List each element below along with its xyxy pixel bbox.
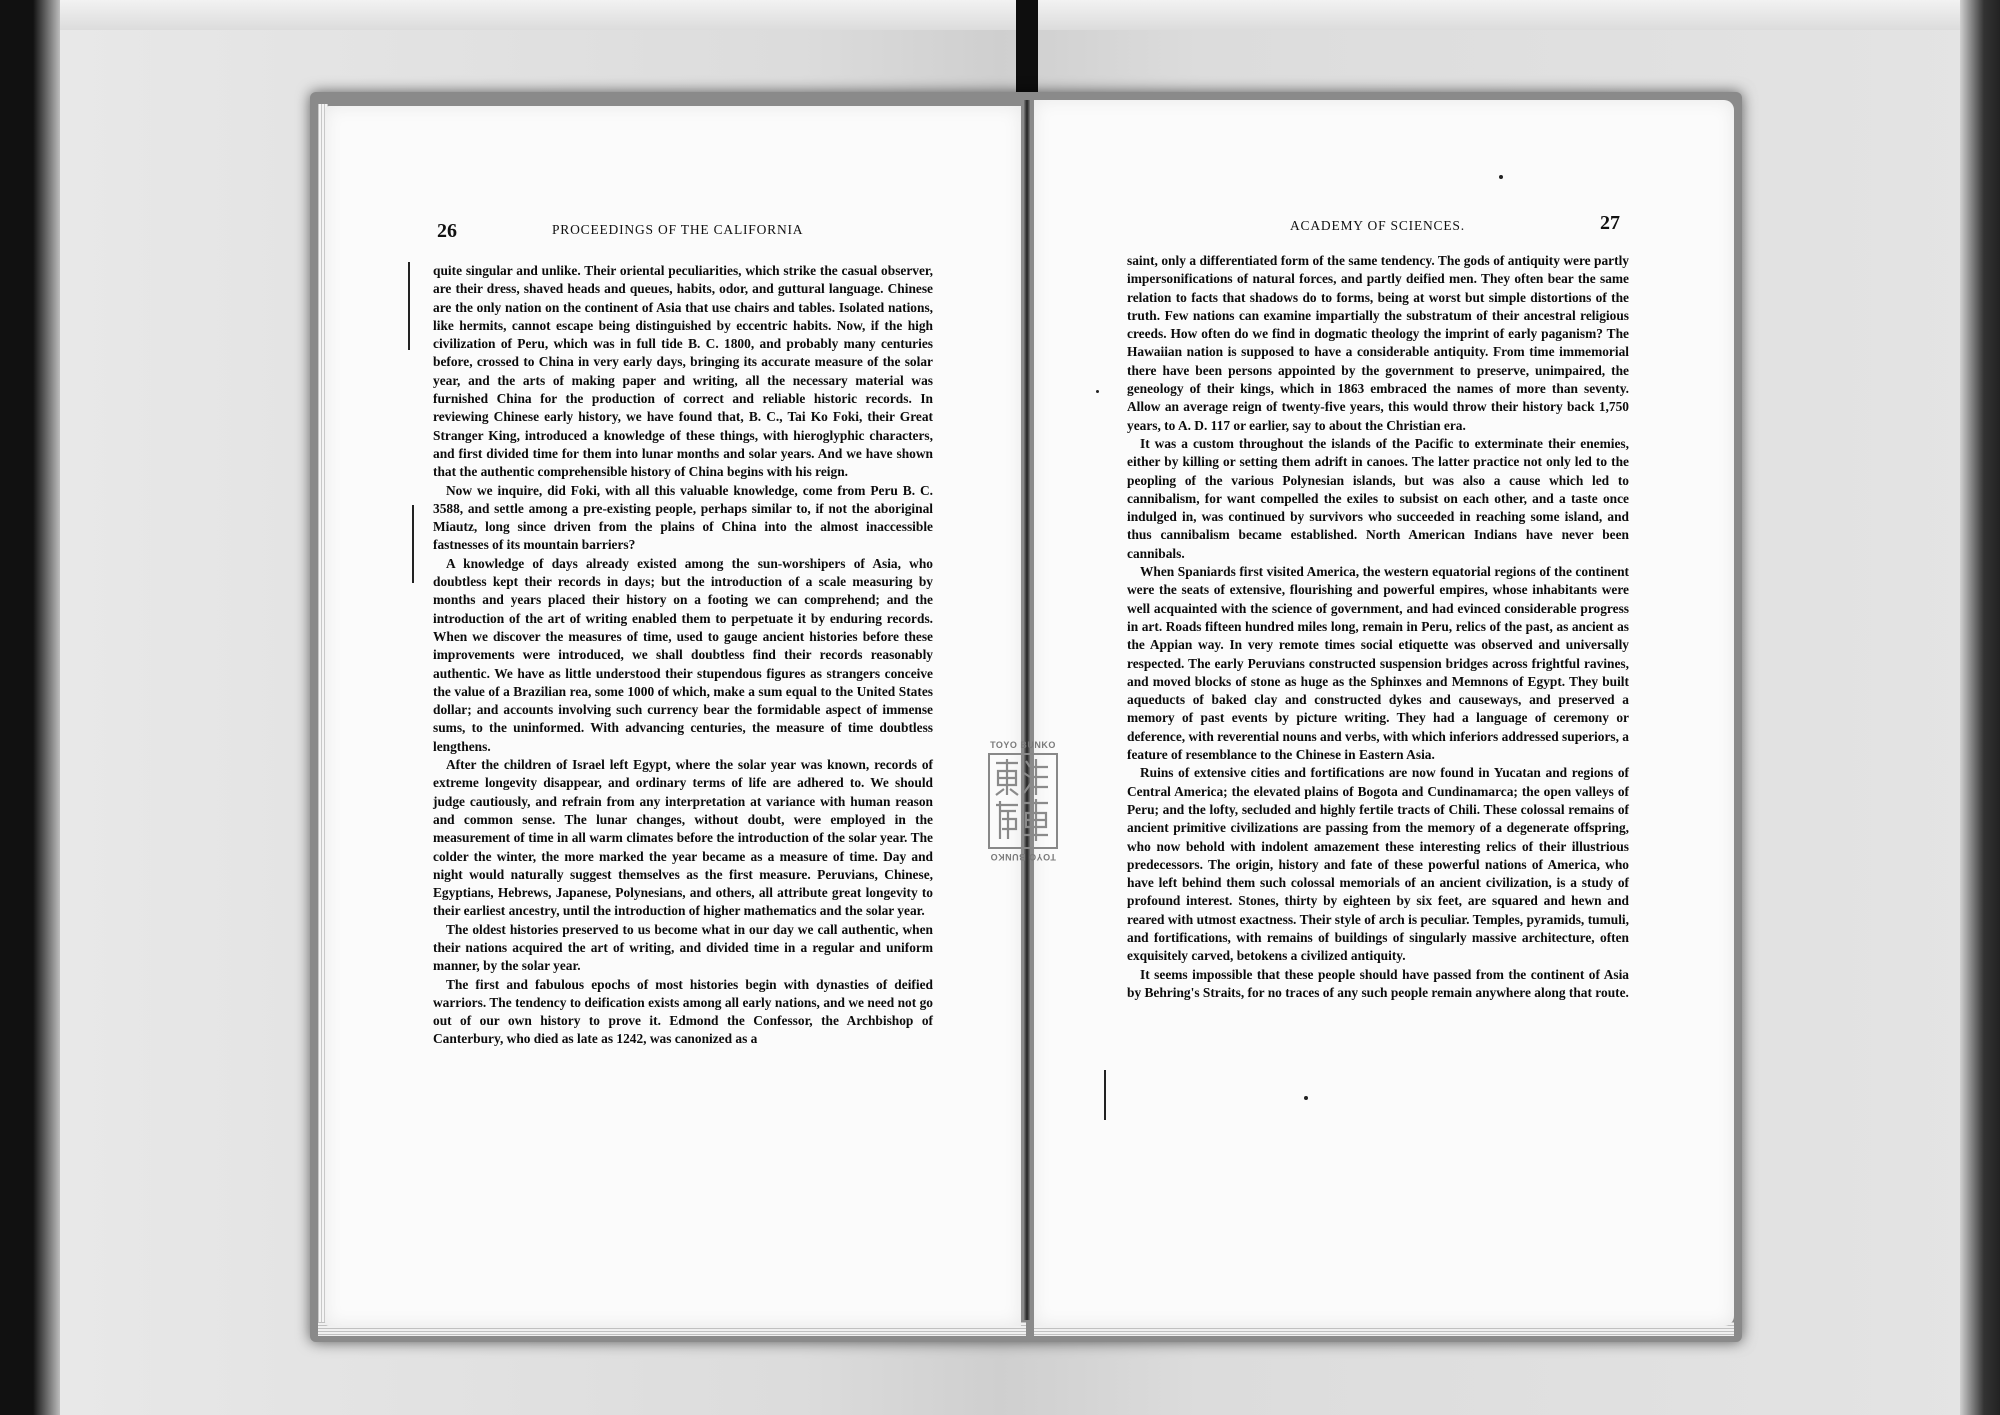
paragraph: saint, only a differentiated form of the same tendency. The gods of antiquity were partly impersonifications of natural forces, and partly deified men. They often bear the same relation to facts that shadows do to forms, being at worst but simple distortions of the truth. Few nations can examine impartially the substratum of their ancestral religious creeds. How often do we find in dogmatic theology the imprint of early paganism? The Hawaiian nation is supposed to have a considerable antiquity. From time immemorial there have been persons appointed by the government to preserve, unimpaired, the geneology of their kings, which in 1863 embraced the names of more than seventy. Allow an average reign of twenty-five years, this would throw their history back 1,750 years, to A. D. 117 or earlier, say to about the Christian era. (1127, 253, 1629, 433)
paragraph: A knowledge of days already existed among the sun-worshipers of Asia, who doubtless kept their records in days; but the introduction of a scale measuring by months and years placed their history on a footing we can comprehend; and the introduction of the art of writing enabled them to perpetuate it by enduring records. When we discover the measures of time, used to gauge ancient histories before these improvements were introduced, we shall doubtless find their records reasonably authentic. We have as little understood their stupendous figures as strangers conceive the value of a Brazilian rea, some 1000 of which, make a sum equal to the United States dollar; and accounts involving such currency bear the formidable aspect of immense sums, to the uninformed. With advancing centuries, the measure of time doubtless lengthens. (433, 555, 933, 754)
margin-mark (412, 505, 414, 583)
scan-dark-edge-right (1960, 0, 2000, 1415)
right-running-head: ACADEMY OF SCIENCES. (1290, 218, 1465, 233)
speck (1304, 1096, 1308, 1100)
scan-dark-edge-left (0, 0, 60, 1415)
right-page-body (1127, 252, 1629, 1002)
left-page-body (433, 262, 933, 1049)
library-stamp (984, 740, 1062, 874)
paragraph: After the children of Israel left Egypt, where the solar year was known, records of extreme longevity disappear, and ordinary terms of life are adhered to. We should judge cautiously, and refrain from any interpretation at variance with human reason and common sense. The lunar changes, without doubt, were employed in the measurement of time in all warm climates before the introduction of the solar year. The colder the winter, the more marked the year became as a measure of time. Day and night would naturally suggest themselves as the first measure. Peruvians, Chinese, Egyptians, Hebrews, Japanese, Polynesians, and others, all attribute great longevity to their earliest ancestry, until the introduction of higher mathematics and the solar year. (433, 757, 933, 919)
right-page-number: 27 (1600, 212, 1620, 234)
speck (1096, 390, 1099, 393)
paragraph: The first and fabulous epochs of most histories begin with dynasties of deified warriors. The tendency to deification exists among all early nations, and we need not go out of our own history to prove it. Edmond the Confessor, the Archbishop of Canterbury, who died as late as 1242, was canonized as a (433, 976, 933, 1047)
left-running-head: PROCEEDINGS OF THE CALIFORNIA (552, 222, 804, 237)
paragraph: Ruins of extensive cities and fortifications are now found in Yucatan and regions of Central America; the elevated plains of Bogota and Cundinamarca; the open valleys of Peru; and the lofty, secluded and highly fertile tracts of Chili. These colossal remains of ancient primitive civilizations are passing from the memory of a degenerate offspring, who now behold with indolent amazement these interesting relics of their illustrious predecessors. The origin, history and fate of these powerful nations of America, who have left behind them such colossal memorials of an ancient civilization, is a study of profound interest. Stones, thirty by eighteen by six feet, are squared and hewn and reared with utmost exactness. Their style of arch is peculiar. Temples, pyramids, tumuli, and fortifications, with remains of buildings of singularly massive architecture, often exquisitely carved, betokens a civilized antiquity. (1127, 765, 1629, 964)
stamp-top-text: TOYO BUNKO (990, 740, 1056, 750)
paragraph: The oldest histories preserved to us become what in our day we call authentic, when their nations acquired the art of writing, and divided time in a regular and uniform manner, by the solar year. (433, 921, 933, 974)
margin-mark (408, 262, 410, 350)
stamp-seal (988, 753, 1058, 849)
book-gutter (1024, 100, 1030, 1320)
paragraph: quite singular and unlike. Their oriental peculiarities, which strike the casual observer, are their dress, shaved heads and queues, habits, odor, and guttural language. Chinese are the only nation on the continent of Asia that use chairs and tables. Isolated nations, like hermits, cannot escape being distinguished by eccentric habits. Now, if the high civilization of Peru, which was in full tide B. C. 1800, and probably many centuries before, crossed to China in very early days, bringing its accurate measure of the solar year, and the arts of making paper and writing, all the necessary material was furnished China for the production of correct and reliable historic records. In reviewing Chinese early history, we have found that, B. C., Tai Ko Foki, their Great Stranger King, introduced a knowledge of these things, with hieroglyphic characters, and first divided time for them into lunar months and solar years. And we have shown that the authentic comprehensible history of China begins with his reign. (433, 263, 933, 480)
seal-glyphs-icon (990, 755, 1052, 843)
stamp-bottom-text: TOYO BUNKO (990, 852, 1056, 862)
paragraph: When Spaniards first visited America, the western equatorial regions of the continent were the seats of extensive, flourishing and powerful empires, whose inhabitants were well acquainted with the science of government, and had evinced considerable progress in art. Roads fifteen hundred miles long, remain in Peru, relics of the past, as ancient as the Appian way. In very remote times social etiquette was observed and universally respected. The early Peruvians constructed suspension bridges across frightful ravines, and moved blocks of stone as huge as the Sphinxes and Memnons of Egypt. They built aqueducts of baked clay and constructed dykes and causeways, and preserved a memory of past events by picture writing. They had a language of ceremony or deference, with reverential nouns and verbs, with which inferiors addressed superiors, a feature of resemblance to the Chinese in Eastern Asia. (1127, 564, 1629, 763)
speck (1499, 175, 1503, 179)
paragraph: Now we inquire, did Foki, with all this valuable knowledge, come from Peru B. C. 3588, and settle among a pre-existing people, perhaps similar to, if not the aboriginal Miautz, long since driven from the plains of China into the almost inaccessible fastnesses of its mountain barriers? (433, 482, 933, 553)
paragraph: It was a custom throughout the islands of the Pacific to exterminate their enemies, either by killing or setting them adrift in canoes. The latter practice not only led to the peopling of the various Polynesian islands, but was also a cause which led to cannibalism, for want compelled the exiles to subsist on each other, and a taste once indulged in, was continued by survivors who succeeded in reaching some island, and thus cannibalism became established. North American Indians have never been cannibals. (1127, 435, 1629, 561)
paragraph: It seems impossible that these people should have passed from the continent of Asia by Behring's Straits, for no traces of any such people remain anywhere along that route. (1127, 966, 1629, 1000)
left-page-number: 26 (437, 220, 457, 242)
scan-top-strip (60, 0, 1960, 30)
margin-mark (1104, 1070, 1106, 1120)
